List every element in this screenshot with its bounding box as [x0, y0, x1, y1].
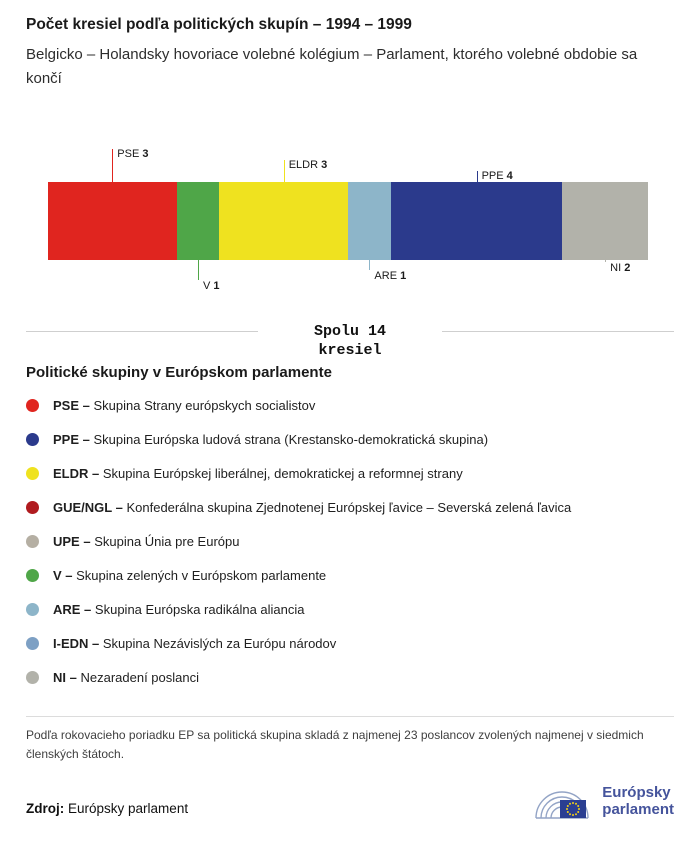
legend-item-pse — [26, 388, 674, 422]
ep-hemicycle-icon — [530, 778, 594, 824]
legend-item-eldr — [26, 456, 674, 490]
legend-label — [53, 398, 315, 413]
total-seats-label — [258, 322, 442, 360]
footnote: Podľa rokovacieho poriadku EP sa politická skupina skladá z najmenej 23 poslancov zvolených najmenej v siedmich členských štátoch. — [26, 728, 644, 761]
legend-color-dot — [26, 603, 39, 616]
legend-label — [53, 636, 336, 651]
bar-segment-eldr — [219, 182, 348, 260]
legend-item-ni — [26, 660, 674, 694]
callout-tick-v — [198, 260, 199, 280]
callout-tick-are — [369, 260, 370, 270]
legend-abbr: UPE – — [53, 533, 91, 549]
legend-list — [26, 388, 674, 694]
callout-tick-ppe — [477, 171, 478, 182]
ep-logo-text — [602, 784, 674, 818]
legend-item-iedn — [26, 626, 674, 660]
legend-item-ppe — [26, 422, 674, 456]
legend-item-upe — [26, 524, 674, 558]
callout-label-ppe: PPE 4 — [481, 170, 513, 182]
callout-label-pse: PSE 3 — [117, 148, 149, 160]
source-text: Európsky parlament — [68, 801, 189, 816]
legend-desc: Skupina zelených v Európskom parlamente — [76, 567, 327, 583]
ep-logo — [530, 778, 674, 824]
seats-bar — [48, 182, 648, 260]
legend-label — [53, 466, 463, 481]
legend-abbr: GUE/NGL – — [53, 499, 123, 515]
total-line1: Spolu 14 — [314, 323, 387, 340]
legend-label — [53, 568, 326, 583]
legend-desc: Skupina Európska ludová strana (Krestansko-demokratická skupina) — [93, 431, 489, 447]
legend-desc: Nezaradení poslanci — [80, 669, 199, 685]
legend-abbr: PPE – — [53, 431, 90, 447]
legend-abbr: ARE – — [53, 601, 92, 617]
legend-label — [53, 670, 199, 685]
legend-heading: Politické skupiny v Európskom parlamente — [26, 364, 332, 381]
legend-abbr: I-EDN – — [53, 635, 100, 651]
callout-label-ni: NI 2 — [610, 262, 631, 274]
legend-label — [53, 602, 305, 617]
legend-desc: Konfederálna skupina Zjednotenej Európskej ľavice – Severská zelená ľavica — [126, 499, 572, 515]
bar-segment-ppe — [391, 182, 562, 260]
legend-item-v — [26, 558, 674, 592]
legend-desc: Skupina Strany európskych socialistov — [93, 397, 316, 413]
right-rule — [442, 331, 674, 332]
page-subtitle: Belgicko – Holandsky hovoriace volebné kolégium – Parlament, ktorého volebné obdobie sa končí — [26, 46, 638, 87]
legend-abbr: ELDR – — [53, 465, 100, 481]
legend-color-dot — [26, 569, 39, 582]
legend-label — [53, 432, 488, 447]
callout-label-eldr: ELDR 3 — [288, 159, 328, 171]
legend-abbr: PSE – — [53, 397, 90, 413]
callout-label-are: ARE 1 — [374, 270, 407, 282]
footer — [26, 778, 674, 824]
legend-desc: Skupina Európskej liberálnej, demokratickej a reformnej strany — [102, 465, 463, 481]
legend-color-dot — [26, 671, 39, 684]
stacked-bar-chart — [48, 146, 648, 292]
bar-segment-ni — [562, 182, 648, 260]
legend-desc: Skupina Európska radikálna aliancia — [94, 601, 305, 617]
logo-text-line2: parlament — [602, 801, 674, 818]
legend-abbr: V – — [53, 567, 73, 583]
legend-desc: Skupina Únia pre Európu — [94, 533, 240, 549]
legend-item-are — [26, 592, 674, 626]
source — [26, 801, 188, 824]
logo-text-line1: Európsky — [602, 784, 671, 801]
legend-abbr: NI – — [53, 669, 77, 685]
legend-color-dot — [26, 501, 39, 514]
legend-color-dot — [26, 433, 39, 446]
legend-label — [53, 534, 239, 549]
left-rule — [26, 331, 258, 332]
total-row — [26, 322, 674, 360]
callout-tick-eldr — [284, 160, 285, 182]
bar-segment-pse — [48, 182, 177, 260]
legend-color-dot — [26, 535, 39, 548]
callout-label-v: V 1 — [203, 280, 220, 292]
bar-segment-are — [348, 182, 391, 260]
callout-tick-pse — [112, 149, 113, 182]
bar-segment-v — [177, 182, 220, 260]
legend-desc: Skupina Nezávislých za Európu národov — [102, 635, 337, 651]
source-label: Zdroj: — [26, 801, 65, 816]
legend-label — [53, 500, 571, 515]
legend-color-dot — [26, 637, 39, 650]
legend-item-guengl — [26, 490, 674, 524]
legend-color-dot — [26, 399, 39, 412]
total-line2: kresiel — [318, 342, 382, 359]
callout-tick-ni — [605, 260, 606, 262]
footnote-divider — [26, 716, 674, 717]
legend-color-dot — [26, 467, 39, 480]
page-title: Počet kresiel podľa politických skupín – 1994 – 1999 — [26, 16, 412, 33]
